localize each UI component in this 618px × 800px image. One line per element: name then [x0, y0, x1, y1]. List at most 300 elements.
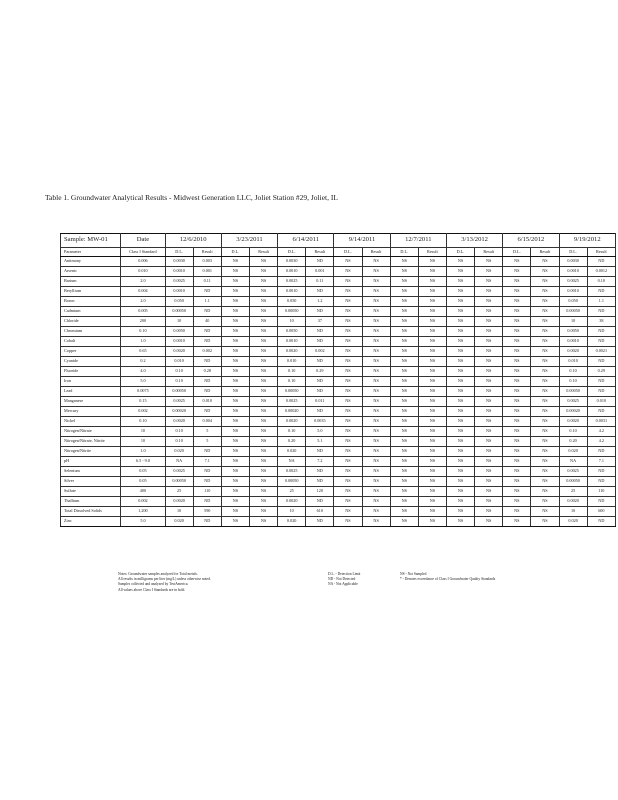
result-header: Result	[306, 248, 334, 257]
table-body	[61, 257, 616, 527]
dl-cell: 10	[278, 317, 306, 327]
table-header-row	[61, 234, 616, 248]
result-cell: ND	[306, 287, 334, 297]
parameter-cell: Nitrogen/Nitrite	[61, 447, 121, 457]
result-cell: NS	[418, 327, 446, 337]
result-cell: 7.1	[587, 457, 615, 467]
result-cell: NS	[418, 367, 446, 377]
date-header: 6/14/2011	[278, 234, 334, 248]
dl-cell: 0.0010	[278, 267, 306, 277]
result-cell: 120	[306, 487, 334, 497]
parameter-cell: Sulfate	[61, 487, 121, 497]
result-cell: NS	[475, 487, 503, 497]
result-cell: NS	[475, 327, 503, 337]
dl-cell: 0.050	[559, 297, 587, 307]
dl-cell: NS	[221, 287, 249, 297]
result-cell: ND	[306, 307, 334, 317]
dl-cell: 0.10	[278, 367, 306, 377]
dl-cell: NS	[221, 397, 249, 407]
dl-cell: NS	[221, 257, 249, 267]
dl-cell: 0.0010	[559, 267, 587, 277]
dl-cell: 0.0020	[559, 417, 587, 427]
result-cell: ND	[587, 387, 615, 397]
result-cell: NS	[249, 417, 277, 427]
table-row	[61, 517, 616, 527]
result-cell: 110	[587, 487, 615, 497]
result-cell: NS	[362, 377, 390, 387]
dl-cell: 0.10	[278, 427, 306, 437]
dl-cell: 0.010	[165, 357, 193, 367]
dl-cell: 25	[559, 487, 587, 497]
table-row	[61, 387, 616, 397]
dl-cell: 0.10	[165, 377, 193, 387]
standard-cell: 2.0	[121, 277, 165, 287]
standard-cell: 0.006	[121, 257, 165, 267]
standard-cell: 5.0	[121, 517, 165, 527]
dl-cell: NS	[334, 417, 362, 427]
result-cell: ND	[587, 257, 615, 267]
result-cell: ND	[587, 467, 615, 477]
result-cell: NS	[531, 257, 559, 267]
result-cell: NS	[362, 447, 390, 457]
dl-cell: NA	[165, 457, 193, 467]
standard-cell: 1,200	[121, 507, 165, 517]
result-cell: ND	[306, 467, 334, 477]
standard-cell: 0.010	[121, 267, 165, 277]
parameter-cell: Copper	[61, 347, 121, 357]
result-cell: NS	[531, 307, 559, 317]
result-cell: NS	[418, 467, 446, 477]
result-cell: NS	[531, 387, 559, 397]
result-cell: 38	[587, 317, 615, 327]
standard-cell: 0.10	[121, 327, 165, 337]
result-cell: 600	[587, 507, 615, 517]
note-line: * - Denotes exceedance of Class I Groundwater Quality Standards	[400, 577, 496, 582]
result-cell: ND	[587, 337, 615, 347]
dl-cell: NS	[503, 367, 531, 377]
dl-cell: 10	[278, 507, 306, 517]
result-cell: 110	[193, 487, 221, 497]
result-cell: 0.010	[193, 397, 221, 407]
result-cell: NS	[531, 377, 559, 387]
dl-cell: NS	[446, 367, 474, 377]
dl-cell: NS	[221, 507, 249, 517]
standard-cell: 0.05	[121, 477, 165, 487]
result-cell: NS	[249, 437, 277, 447]
result-cell: NS	[362, 507, 390, 517]
result-cell: NS	[475, 377, 503, 387]
dl-cell: NS	[334, 377, 362, 387]
dl-cell: NS	[221, 517, 249, 527]
dl-cell: NS	[221, 347, 249, 357]
table-row	[61, 377, 616, 387]
dl-cell: 0.0025	[165, 467, 193, 477]
result-cell: 0.0012	[587, 267, 615, 277]
dl-cell: 0.0010	[165, 287, 193, 297]
dl-header: D.L.	[390, 248, 418, 257]
result-cell: NS	[249, 257, 277, 267]
dl-cell: NS	[390, 437, 418, 447]
dl-cell: 0.0020	[165, 417, 193, 427]
result-cell: NS	[418, 337, 446, 347]
result-cell: 40	[193, 317, 221, 327]
result-cell: NS	[475, 257, 503, 267]
dl-cell: NS	[334, 367, 362, 377]
standard-header: Class I Standard	[121, 248, 165, 257]
dl-cell: NS	[503, 287, 531, 297]
result-cell: NS	[249, 327, 277, 337]
dl-cell: NS	[334, 257, 362, 267]
dl-header: D.L.	[278, 248, 306, 257]
dl-cell: NS	[334, 487, 362, 497]
result-cell: NS	[475, 397, 503, 407]
standard-cell: 0.65	[121, 347, 165, 357]
result-cell: NS	[475, 297, 503, 307]
dl-cell: 0.00050	[278, 477, 306, 487]
table-title: Table 1. Groundwater Analytical Results - Midwest Generation LLC, Joliet Station #29, Joliet, IL	[45, 193, 338, 202]
result-cell: NS	[249, 387, 277, 397]
dl-cell: NS	[221, 487, 249, 497]
result-cell: NS	[362, 387, 390, 397]
result-cell: ND	[193, 477, 221, 487]
standard-cell: 0.002	[121, 497, 165, 507]
result-cell: 0.0021	[587, 347, 615, 357]
note-line: D.L. - Detection Limit	[328, 572, 361, 576]
note-line: All values above Class I Standards are in bold.	[118, 587, 186, 592]
result-cell: ND	[193, 447, 221, 457]
parameter-cell: Mercury	[61, 407, 121, 417]
result-cell: 0.11	[193, 277, 221, 287]
result-cell: NS	[475, 517, 503, 527]
dl-cell: NS	[446, 517, 474, 527]
dl-cell: NS	[390, 497, 418, 507]
dl-cell: NS	[221, 387, 249, 397]
result-cell: NS	[418, 417, 446, 427]
result-cell: NS	[362, 287, 390, 297]
dl-cell: 0.10	[559, 367, 587, 377]
result-header: Result	[362, 248, 390, 257]
result-cell: ND	[306, 497, 334, 507]
dl-cell: 0.020	[278, 517, 306, 527]
result-cell: NS	[362, 257, 390, 267]
dl-cell: 0.0020	[559, 497, 587, 507]
dl-cell: NS	[446, 267, 474, 277]
dl-cell: NS	[334, 307, 362, 317]
dl-cell: NS	[390, 257, 418, 267]
result-cell: NS	[475, 267, 503, 277]
dl-cell: 0.0010	[278, 337, 306, 347]
parameter-cell: Nitrogen/Nitrate, Nitrite	[61, 437, 121, 447]
dl-cell: NS	[334, 277, 362, 287]
result-cell: NS	[475, 507, 503, 517]
dl-cell: NS	[446, 477, 474, 487]
parameter-cell: Boron	[61, 297, 121, 307]
table-row	[61, 447, 616, 457]
result-cell: NS	[418, 517, 446, 527]
dl-cell: 0.00020	[559, 407, 587, 417]
dl-cell: NS	[446, 297, 474, 307]
dl-cell: 0.00050	[559, 387, 587, 397]
dl-cell: NS	[334, 287, 362, 297]
dl-cell: NS	[390, 387, 418, 397]
result-cell: NS	[249, 377, 277, 387]
result-cell: NS	[418, 387, 446, 397]
table-row	[61, 317, 616, 327]
dl-cell: NS	[334, 337, 362, 347]
dl-cell: NA	[278, 457, 306, 467]
dl-header: D.L.	[334, 248, 362, 257]
result-cell: ND	[193, 327, 221, 337]
result-cell: NS	[249, 467, 277, 477]
result-cell: 4.2	[587, 427, 615, 437]
parameter-cell: Antimony	[61, 257, 121, 267]
result-cell: NS	[249, 477, 277, 487]
dl-cell: NS	[503, 347, 531, 357]
dl-cell: 0.10	[165, 437, 193, 447]
dl-cell: 0.0010	[559, 337, 587, 347]
result-cell: 610	[306, 507, 334, 517]
dl-cell: NS	[446, 417, 474, 427]
result-cell: NS	[362, 337, 390, 347]
dl-cell: NS	[334, 317, 362, 327]
dl-cell: NS	[390, 367, 418, 377]
dl-cell: NS	[503, 507, 531, 517]
dl-cell: NS	[221, 337, 249, 347]
dl-cell: 0.010	[278, 357, 306, 367]
dl-cell: NS	[446, 337, 474, 347]
dl-cell: 0.0020	[278, 347, 306, 357]
dl-cell: 0.20	[559, 437, 587, 447]
result-cell: NS	[249, 367, 277, 377]
standard-cell: 0.10	[121, 417, 165, 427]
dl-cell: NS	[503, 497, 531, 507]
note-line: NA - Not Applicable	[328, 582, 358, 587]
table-row	[61, 367, 616, 377]
result-cell: NS	[362, 477, 390, 487]
result-cell: 0.29	[306, 367, 334, 377]
dl-cell: NS	[390, 407, 418, 417]
dl-cell: NS	[503, 267, 531, 277]
dl-cell: 0.0050	[559, 327, 587, 337]
dl-cell: NS	[334, 387, 362, 397]
result-cell: NS	[249, 297, 277, 307]
dl-cell: 0.0025	[165, 397, 193, 407]
dl-cell: NS	[221, 267, 249, 277]
dl-cell: NS	[503, 467, 531, 477]
result-cell: ND	[587, 447, 615, 457]
table-row	[61, 497, 616, 507]
result-cell: ND	[587, 307, 615, 317]
result-cell: ND	[193, 307, 221, 317]
result-cell: ND	[306, 377, 334, 387]
dl-cell: NS	[334, 457, 362, 467]
dl-cell: NS	[334, 497, 362, 507]
result-cell: ND	[193, 497, 221, 507]
abbreviations-column	[400, 572, 600, 582]
standard-cell: 400	[121, 487, 165, 497]
result-cell: 1.1	[193, 297, 221, 307]
result-cell: NS	[362, 497, 390, 507]
dl-header: D.L.	[559, 248, 587, 257]
result-cell: NS	[249, 337, 277, 347]
dl-cell: NS	[334, 437, 362, 447]
dl-cell: 0.10	[165, 427, 193, 437]
result-cell: 0.003	[193, 257, 221, 267]
result-cell: NS	[249, 347, 277, 357]
dl-cell: NS	[390, 327, 418, 337]
result-cell: ND	[193, 407, 221, 417]
dl-cell: NS	[446, 467, 474, 477]
dl-cell: NS	[390, 517, 418, 527]
dl-cell: NS	[221, 427, 249, 437]
result-cell: NS	[475, 477, 503, 487]
dl-cell: NS	[446, 397, 474, 407]
dl-cell: NS	[503, 327, 531, 337]
result-cell: NS	[362, 357, 390, 367]
result-cell: NS	[249, 517, 277, 527]
result-cell: NS	[249, 427, 277, 437]
result-cell: ND	[587, 407, 615, 417]
result-cell: NS	[418, 477, 446, 487]
dl-cell: NS	[446, 347, 474, 357]
dl-cell: NS	[221, 317, 249, 327]
dl-cell: 0.10	[165, 367, 193, 377]
result-cell: NS	[362, 407, 390, 417]
dl-cell: NS	[390, 307, 418, 317]
dl-cell: NS	[390, 457, 418, 467]
parameter-cell: Manganese	[61, 397, 121, 407]
dl-cell: NS	[446, 437, 474, 447]
result-cell: NS	[475, 277, 503, 287]
dl-cell: NS	[503, 457, 531, 467]
dl-cell: NS	[221, 357, 249, 367]
date-label: Date	[121, 234, 165, 248]
parameter-cell: Iron	[61, 377, 121, 387]
result-cell: ND	[193, 377, 221, 387]
dl-cell: NS	[221, 407, 249, 417]
dl-cell: NS	[503, 517, 531, 527]
table-row	[61, 467, 616, 477]
table-row	[61, 437, 616, 447]
dl-cell: NS	[390, 357, 418, 367]
note-line: Samples collected and analyzed by TestAmerica.	[118, 582, 189, 587]
dl-cell: NS	[503, 357, 531, 367]
dl-cell: NS	[446, 427, 474, 437]
dl-cell: NS	[503, 487, 531, 497]
table-row	[61, 487, 616, 497]
standard-cell: 1.0	[121, 337, 165, 347]
result-cell: 5	[193, 427, 221, 437]
result-cell: ND	[193, 387, 221, 397]
dl-cell: 0.00050	[278, 307, 306, 317]
dl-cell: NS	[446, 457, 474, 467]
result-cell: NS	[531, 467, 559, 477]
standard-cell: 2.0	[121, 297, 165, 307]
result-cell: 5.0	[306, 427, 334, 437]
result-cell: NS	[531, 407, 559, 417]
result-cell: NS	[418, 447, 446, 457]
dl-cell: NS	[503, 427, 531, 437]
parameter-cell: Nickel	[61, 417, 121, 427]
dl-cell: 0.10	[559, 377, 587, 387]
result-cell: 0.011	[306, 397, 334, 407]
result-cell: NS	[531, 487, 559, 497]
result-cell: NS	[531, 477, 559, 487]
dl-cell: 0.0050	[165, 327, 193, 337]
date-header: 6/15/2012	[503, 234, 559, 248]
dl-cell: 0.0030	[559, 257, 587, 267]
result-cell: ND	[587, 497, 615, 507]
result-cell: ND	[587, 357, 615, 367]
result-cell: 4.2	[587, 437, 615, 447]
dl-cell: NS	[390, 417, 418, 427]
result-cell: NS	[418, 397, 446, 407]
dl-cell: NS	[503, 377, 531, 387]
result-cell: NS	[475, 357, 503, 367]
result-cell: 1.2	[306, 297, 334, 307]
table-row	[61, 427, 616, 437]
standard-cell: 0.002	[121, 407, 165, 417]
result-cell: ND	[306, 517, 334, 527]
dl-cell: 0.0020	[559, 347, 587, 357]
dl-cell: NS	[221, 327, 249, 337]
dl-cell: NS	[390, 477, 418, 487]
parameter-cell: Total Dissolved Solids	[61, 507, 121, 517]
result-cell: NS	[249, 457, 277, 467]
dl-cell: 0.00050	[278, 387, 306, 397]
dl-cell: NS	[503, 257, 531, 267]
result-cell: NS	[418, 257, 446, 267]
result-cell: NS	[475, 407, 503, 417]
result-cell: NS	[475, 387, 503, 397]
table-row	[61, 357, 616, 367]
dl-cell: 0.0020	[278, 417, 306, 427]
dl-cell: 0.0030	[278, 257, 306, 267]
result-cell: 0.10	[587, 277, 615, 287]
result-cell: 590	[193, 507, 221, 517]
result-cell: NS	[531, 427, 559, 437]
result-cell: NS	[249, 357, 277, 367]
result-cell: NS	[249, 317, 277, 327]
result-cell: NS	[362, 267, 390, 277]
result-cell: ND	[587, 377, 615, 387]
result-cell: NS	[475, 337, 503, 347]
result-cell: NS	[475, 427, 503, 437]
result-cell: NS	[531, 267, 559, 277]
dl-header: D.L.	[503, 248, 531, 257]
table-row	[61, 267, 616, 277]
dl-cell: 0.0050	[278, 327, 306, 337]
result-cell: NS	[531, 287, 559, 297]
result-cell: NS	[362, 367, 390, 377]
result-cell: NS	[531, 397, 559, 407]
dl-cell: NS	[446, 377, 474, 387]
parameter-cell: Beryllium	[61, 287, 121, 297]
result-cell: NS	[362, 317, 390, 327]
dl-cell: NS	[503, 417, 531, 427]
dl-cell: 10	[165, 507, 193, 517]
result-cell: NS	[475, 497, 503, 507]
standard-cell: 0.005	[121, 307, 165, 317]
parameter-cell: Cadmium	[61, 307, 121, 317]
dl-header: D.L.	[446, 248, 474, 257]
standard-cell: 200	[121, 317, 165, 327]
result-cell: NS	[362, 417, 390, 427]
dl-cell: NS	[446, 487, 474, 497]
result-cell: 0.28	[193, 367, 221, 377]
result-cell: NS	[362, 347, 390, 357]
date-header: 3/23/2011	[221, 234, 277, 248]
